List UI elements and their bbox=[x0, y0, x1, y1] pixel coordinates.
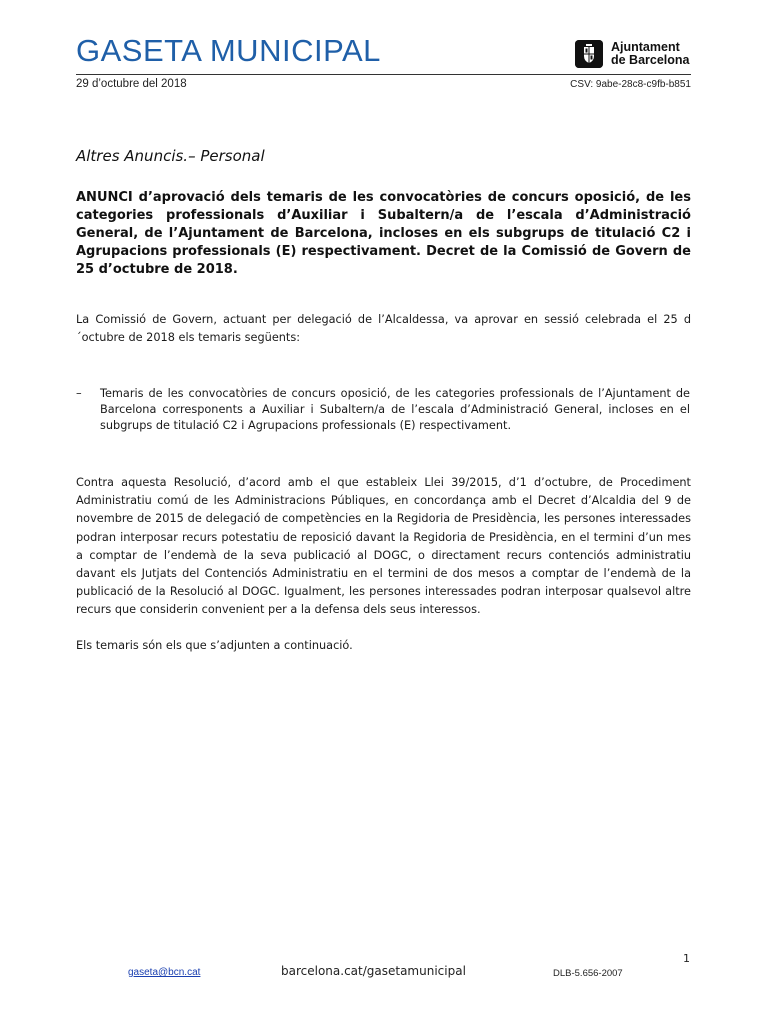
bullet-marker: – bbox=[76, 387, 82, 400]
csv-code: CSV: 9abe-28c8-c9fb-b851 bbox=[570, 79, 691, 90]
header-divider bbox=[76, 74, 691, 75]
announcement-heading: ANUNCI d’aprovació dels temaris de les convocatòries de concurs oposició, de les categories professionals d’Auxiliar i Subaltern/a de l’escala d’Administració General, de l’Ajuntament de Barcelona, incloses en els subgrups de titulació C2 i Agrupacions professionals (E) respectivament. Decret de la Comissió de Govern de 25 d’octubre de 2018. bbox=[76, 190, 691, 277]
publication-date: 29 d’octubre del 2018 bbox=[76, 78, 187, 90]
bullet-item bbox=[76, 386, 691, 435]
logo-line-1: Ajuntament bbox=[611, 40, 680, 54]
footer-legal-deposit: DLB-5.656-2007 bbox=[553, 968, 623, 979]
ajuntament-logo bbox=[575, 40, 690, 68]
bullet-text: Temaris de les convocatòries de concurs oposició, de les categories professionals de l’Ajuntament de Barcelona corresponents a Auxiliar i Subaltern/a de l’escala d’Administració General, incloses en el subgrups de titulació C2 i Agrupacions professionals (E) respectivament. bbox=[100, 387, 690, 433]
page-number: 1 bbox=[683, 952, 690, 965]
intro-paragraph: La Comissió de Govern, actuant per delegació de l’Alcaldessa, va aprovar en sessió celebrada el 25 d´octubre de 2018 els temaris següents: bbox=[76, 313, 691, 345]
gazette-title: GASETA MUNICIPAL bbox=[76, 33, 381, 68]
footer-url: barcelona.cat/gasetamunicipal bbox=[281, 964, 466, 978]
footer-email-link[interactable]: gaseta@bcn.cat bbox=[128, 967, 201, 978]
city-shield-icon bbox=[575, 40, 603, 68]
closing-paragraph: Els temaris són els que s’adjunten a continuació. bbox=[76, 639, 353, 652]
logo-line-2: de Barcelona bbox=[611, 53, 690, 67]
appeal-paragraph: Contra aquesta Resolució, d’acord amb el que estableix Llei 39/2015, d’1 d’octubre, de Procediment Administratiu comú de les Administracions Públiques, en concordança amb el Decret d’Alcaldia del 9 de novembre de 2015 de delegació de competències en la Regidoria de Presidència, les persones interessades podran interposar recurs potestatiu de reposició davant la Regidoria de Presidència, en el termini d’un mes a comptar de l’endemà de la seva publicació al DOGC, o directament recurs contenciós administratiu davant els Jutjats del Contenciós Administratiu en el termini de dos mesos a comptar de l’endemà de la publicació de la Resolució al DOGC. Igualment, les persones interessades podran interposar qualsevol altre recurs que considerin convenient per a la defensa dels seus interessos. bbox=[76, 476, 691, 617]
section-title: Altres Anuncis.– Personal bbox=[76, 147, 265, 165]
